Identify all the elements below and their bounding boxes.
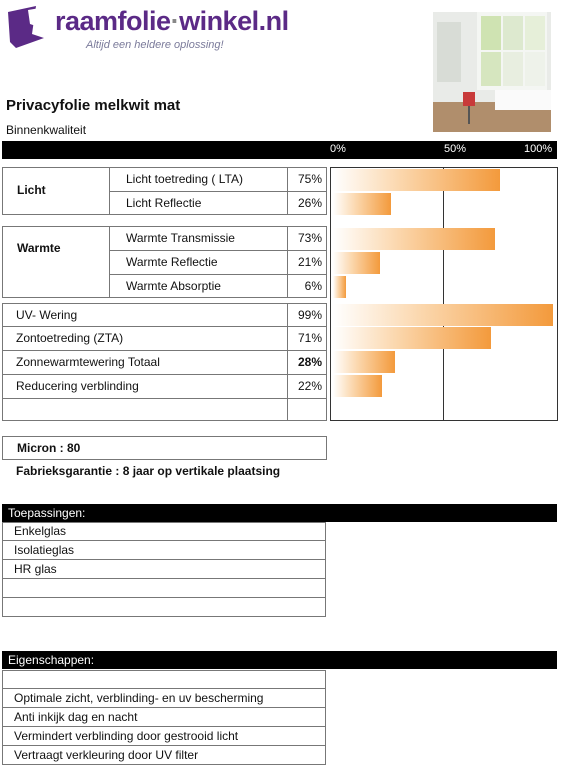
eigenschap-item bbox=[2, 670, 326, 689]
group-licht bbox=[2, 167, 110, 215]
row-label-licht-reflectie: Licht Reflectie bbox=[126, 196, 202, 210]
toepassing-item: Enkelglas bbox=[2, 522, 326, 541]
chart-50-percent-line bbox=[443, 168, 444, 420]
row-value-uv-wering: 99% bbox=[297, 308, 322, 322]
chart-bar bbox=[333, 228, 495, 250]
row-label-zta: Zontoetreding (ZTA) bbox=[16, 331, 124, 345]
tagline: Altijd een heldere oplossing! bbox=[86, 39, 224, 51]
eigenschap-item: Optimale zicht, verblinding- en uv bescherming bbox=[2, 689, 326, 708]
product-photo bbox=[433, 12, 551, 132]
micron-box bbox=[2, 436, 327, 460]
eigenschap-item: Vertraagt verkleuring door UV filter bbox=[2, 746, 326, 765]
chart-bar bbox=[333, 276, 346, 298]
row-label-uv-wering: UV- Wering bbox=[16, 308, 78, 322]
toepassing-item: HR glas bbox=[2, 560, 326, 579]
row-value-warmte-transmissie: 73% bbox=[297, 231, 322, 245]
row-value-zonnewarmtewering: 28% bbox=[297, 355, 322, 369]
chart-bar bbox=[333, 351, 395, 373]
eigenschappen-heading: Eigenschappen: bbox=[2, 651, 557, 669]
row-value-zta: 71% bbox=[297, 331, 322, 345]
row-value-warmte-absorptie: 6% bbox=[304, 279, 322, 293]
micron-text: Micron : 80 bbox=[17, 441, 81, 455]
chart-bar bbox=[333, 193, 391, 215]
toepassing-item bbox=[2, 598, 326, 617]
row-value-licht-reflectie: 26% bbox=[297, 196, 322, 210]
row-label-warmte-reflectie: Warmte Reflectie bbox=[126, 255, 218, 269]
chart-bar bbox=[333, 327, 491, 349]
scale-tick-100: 100% bbox=[524, 143, 553, 155]
logo-icon bbox=[6, 4, 46, 50]
group-licht-label: Licht bbox=[17, 183, 46, 197]
eigenschap-item: Vermindert verblinding door gestrooid licht bbox=[2, 727, 326, 746]
toepassingen-heading: Toepassingen: bbox=[2, 504, 557, 522]
row-label-reducering-verblinding: Reducering verblinding bbox=[16, 379, 139, 393]
row-label-warmte-transmissie: Warmte Transmissie bbox=[126, 231, 235, 245]
scale-tick-50: 50% bbox=[444, 143, 467, 155]
row-label-lta: Licht toetreding ( LTA) bbox=[126, 172, 243, 186]
product-subtitle: Binnenkwaliteit bbox=[6, 123, 87, 137]
row-value-warmte-reflectie: 21% bbox=[297, 255, 322, 269]
chart-bar bbox=[333, 252, 380, 274]
chart-bar bbox=[333, 169, 500, 191]
row-label-warmte-absorptie: Warmte Absorptie bbox=[126, 279, 221, 293]
chart-bar bbox=[333, 375, 382, 397]
bar-chart bbox=[330, 167, 558, 421]
chart-bar bbox=[333, 304, 553, 326]
row-value-lta: 75% bbox=[297, 172, 322, 186]
scale-tick-0: 0% bbox=[330, 143, 346, 155]
row-label-zonnewarmtewering: Zonnewarmtewering Totaal bbox=[16, 355, 160, 369]
logo-wordmark[interactable]: raamfolie·winkel.nl bbox=[55, 6, 289, 36]
scale-bar bbox=[2, 141, 557, 159]
eigenschap-item: Anti inkijk dag en nacht bbox=[2, 708, 326, 727]
row-value-reducering-verblinding: 22% bbox=[297, 379, 322, 393]
group-warmte bbox=[2, 226, 110, 298]
product-title: Privacyfolie melkwit mat bbox=[6, 97, 181, 114]
toepassing-item bbox=[2, 579, 326, 598]
group-warmte-label: Warmte bbox=[17, 241, 61, 255]
garantie-text: Fabrieksgarantie : 8 jaar op vertikale plaatsing bbox=[16, 464, 281, 478]
toepassing-item: Isolatieglas bbox=[2, 541, 326, 560]
